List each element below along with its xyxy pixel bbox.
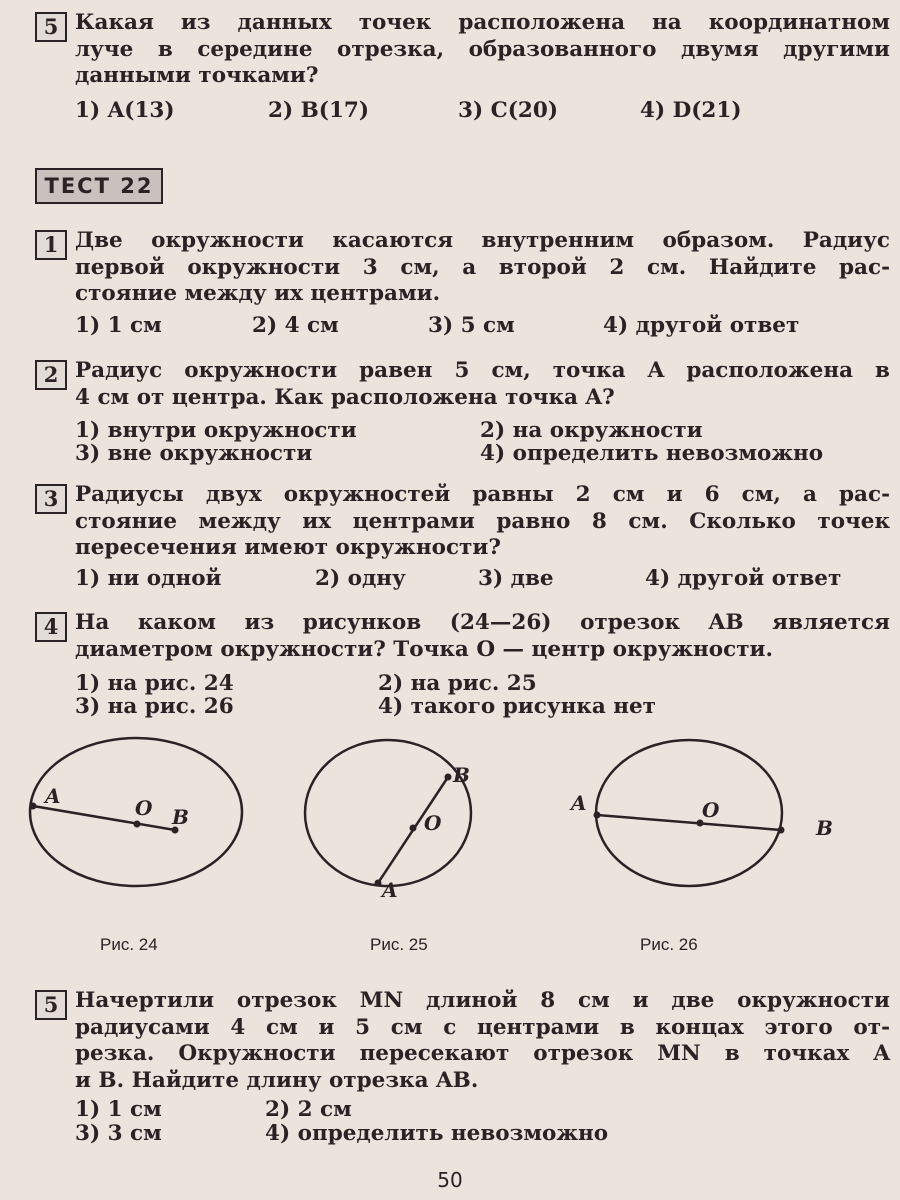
question-text-line: радиусами 4 см и 5 см с центрами в концах этого от- xyxy=(75,1014,890,1040)
figure-26 xyxy=(596,740,782,886)
question-5 xyxy=(35,988,890,1094)
label-a: A xyxy=(45,784,61,808)
answer-option: 2) 4 см xyxy=(252,313,339,338)
circle xyxy=(596,740,782,886)
circle xyxy=(305,740,471,886)
label-o: O xyxy=(424,811,442,835)
question-text-line: данными точками? xyxy=(75,63,319,88)
question-number: 5 xyxy=(35,990,67,1020)
answer-option: 3) 3 см xyxy=(75,1121,162,1146)
answer-option: 3) 5 см xyxy=(428,313,515,338)
answer-option: 3) две xyxy=(478,566,554,591)
question-number: 1 xyxy=(35,230,67,260)
label-a: A xyxy=(382,878,398,902)
answer-option: 1) 1 см xyxy=(75,313,162,338)
answer-option: 4) другой ответ xyxy=(645,566,842,591)
label-o: O xyxy=(702,798,720,822)
figure-caption: Рис. 25 xyxy=(370,935,428,954)
label-b: B xyxy=(453,763,470,787)
question-text-line: первой окружности 3 см, а второй 2 см. Найдите рас- xyxy=(75,254,890,280)
label-b: B xyxy=(816,816,833,840)
question-number: 2 xyxy=(35,360,67,390)
segment-ab xyxy=(597,815,781,830)
question-text-line: Радиус окружности равен 5 см, точка A расположена в xyxy=(75,358,890,383)
question-text-line: Две окружности касаются внутренним образом. Радиус xyxy=(75,228,890,253)
question-text-line: диаметром окружности? Точка O — центр окружности. xyxy=(75,636,773,662)
answer-option: 3) C(20) xyxy=(458,98,558,123)
question-text-line: На каком из рисунков (24—26) отрезок AB является xyxy=(75,610,890,635)
answer-option: 2) на рис. 25 xyxy=(378,671,537,696)
answer-option: 2) одну xyxy=(315,566,406,591)
question-text-line: Радиусы двух окружностей равны 2 см и 6 см, а рас- xyxy=(75,482,890,507)
label-b: B xyxy=(172,805,189,829)
question-text-line: Какая из данных точек расположена на координатном xyxy=(75,10,890,35)
figure-25 xyxy=(305,740,471,886)
question-number: 5 xyxy=(35,12,67,42)
label-o: O xyxy=(135,796,153,820)
question-number: 3 xyxy=(35,484,67,514)
answer-option: 1) ни одной xyxy=(75,566,222,591)
figure-caption: Рис. 24 xyxy=(100,935,158,954)
question-text-line: резка. Окружности пересекают отрезок MN в точках A xyxy=(75,1041,890,1066)
answer-option: 4) определить невозможно xyxy=(265,1121,609,1146)
answer-option: 4) D(21) xyxy=(640,98,742,123)
answer-option: 1) внутри окружности xyxy=(75,418,357,443)
answer-option: 4) другой ответ xyxy=(603,313,800,338)
page-number: 50 xyxy=(437,1168,463,1192)
question-text-line: стояние между их центрами. xyxy=(75,281,441,306)
answer-option: 1) на рис. 24 xyxy=(75,671,234,696)
figure-caption: Рис. 26 xyxy=(640,935,698,954)
label-a: A xyxy=(571,791,587,815)
answer-option: 3) на рис. 26 xyxy=(75,694,234,719)
answer-option: 3) вне окружности xyxy=(75,441,313,466)
answer-option: 4) определить невозможно xyxy=(480,441,824,466)
question-text-line: и B. Найдите длину отрезка AB. xyxy=(75,1067,479,1093)
answer-option: 2) на окружности xyxy=(480,418,703,443)
question-number: 4 xyxy=(35,612,67,642)
question-text-line: стояние между их центрами равно 8 см. Сколько точек xyxy=(75,508,890,534)
segment-ab xyxy=(33,806,175,830)
question-text-line: 4 см от центра. Как расположена точка A? xyxy=(75,384,615,410)
answer-option: 2) B(17) xyxy=(268,98,370,123)
question-text-line: луче в середине отрезка, образованного двумя другими xyxy=(75,36,890,62)
answer-option: 4) такого рисунка нет xyxy=(378,694,656,719)
test-title: ТЕСТ 22 xyxy=(35,168,163,204)
question-text-line: Начертили отрезок MN длиной 8 см и две окружности xyxy=(75,988,890,1013)
answer-option: 1) A(13) xyxy=(75,98,175,123)
question-text-line: пересечения имеют окружности? xyxy=(75,535,501,560)
answer-option: 2) 2 см xyxy=(265,1097,352,1122)
answer-option: 1) 1 см xyxy=(75,1097,162,1122)
